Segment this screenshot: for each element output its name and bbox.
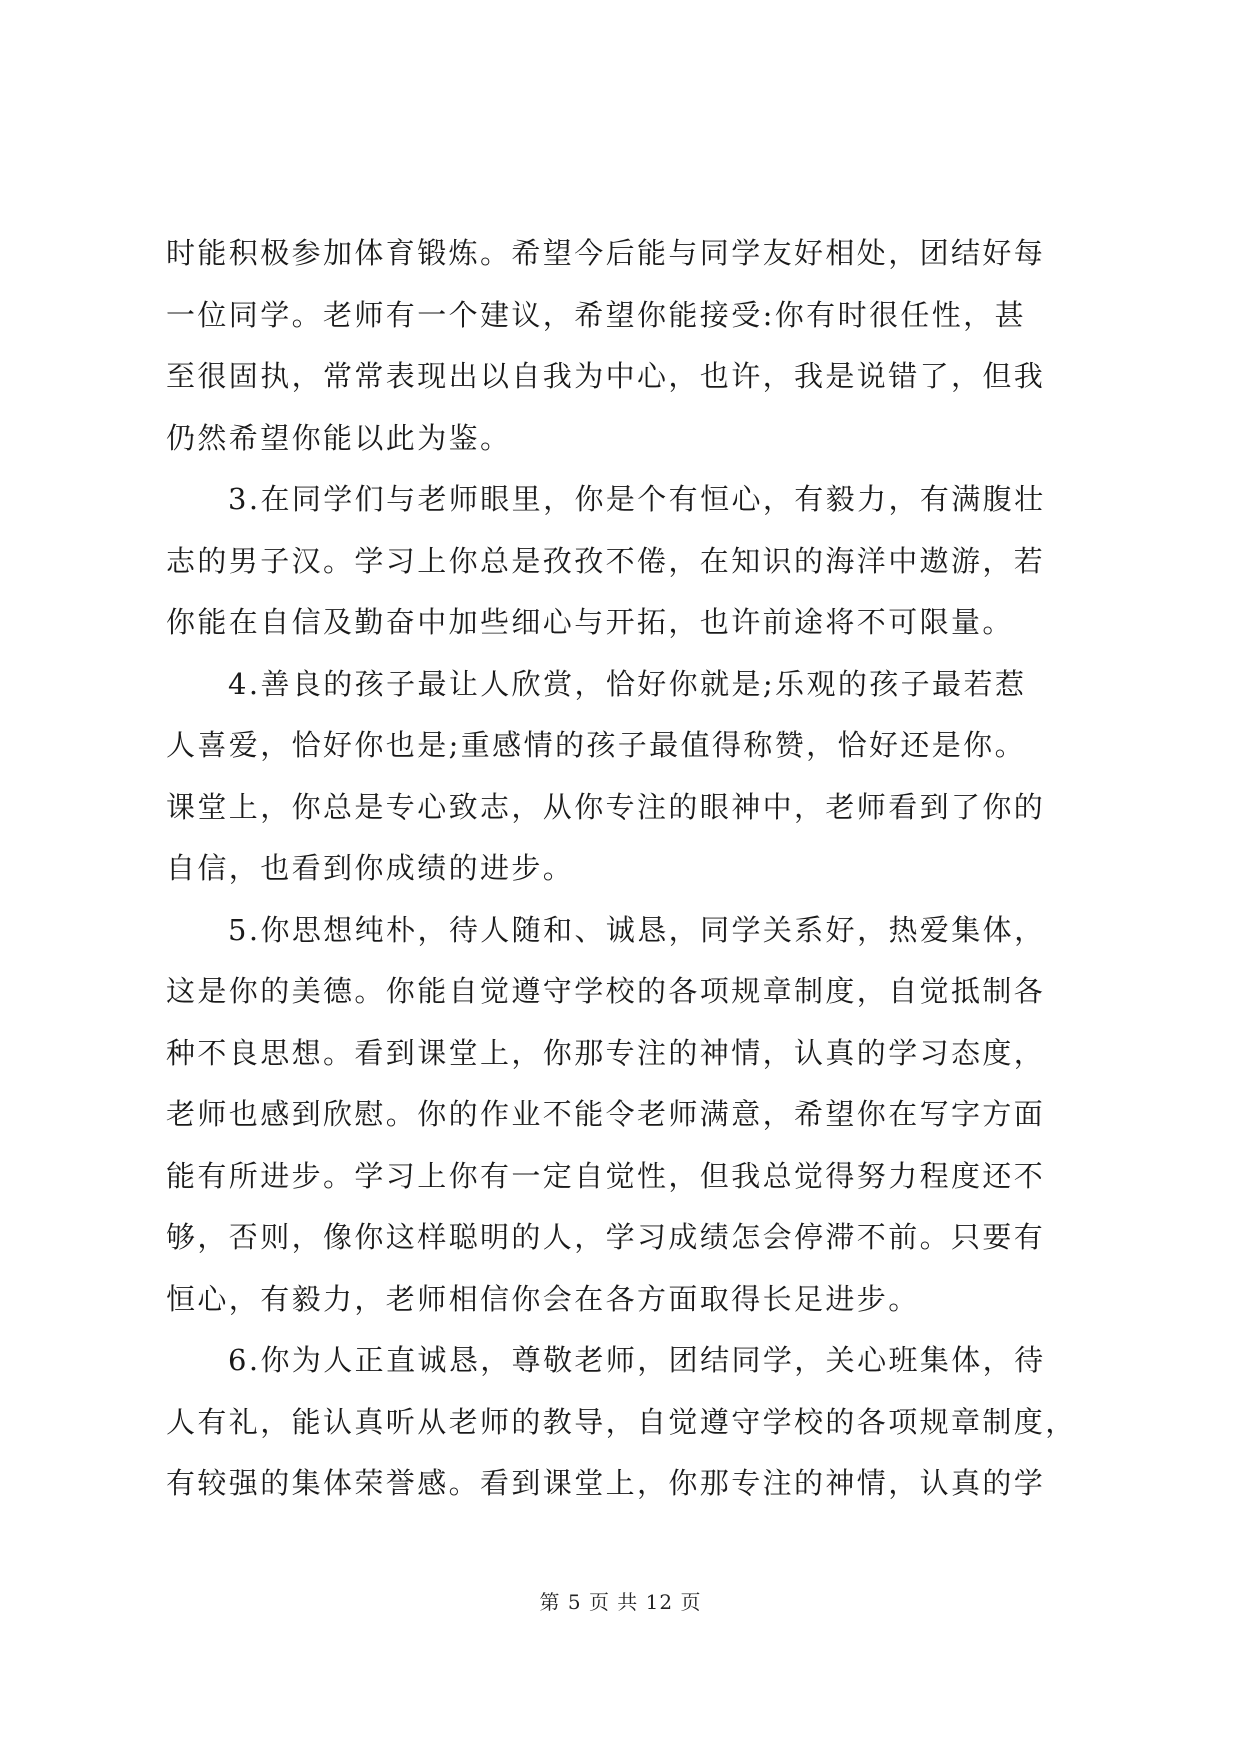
paragraph-start-line: 5.你思想纯朴，待人随和、诚恳，同学关系好，热爱集体， bbox=[228, 912, 1046, 947]
text-line: 够，否则，像你这样聪明的人，学习成绩怎会停滞不前。只要有 bbox=[166, 1220, 1046, 1254]
text-line: 人喜爱，恰好你也是;重感情的孩子最值得称赞，恰好还是你。 bbox=[166, 728, 1026, 762]
text-line: 至很固执，常常表现出以自我为中心，也许，我是说错了，但我 bbox=[166, 359, 1046, 393]
text-line: 仍然希望你能以此为鉴。 bbox=[166, 420, 512, 455]
text-line: 有较强的集体荣誉感。看到课堂上，你那专注的神情，认真的学 bbox=[166, 1466, 1046, 1500]
paragraph-start-line: 4.善良的孩子最让人欣赏，恰好你就是;乐观的孩子最若惹 bbox=[228, 666, 1027, 701]
text-line: 自信，也看到你成绩的进步。 bbox=[166, 851, 575, 885]
text-line: 人有礼，能认真听从老师的教导，自觉遵守学校的各项规章制度， bbox=[166, 1404, 1077, 1439]
text-line: 恒心，有毅力，老师相信你会在各方面取得长足进步。 bbox=[166, 1281, 920, 1316]
text-line: 能有所进步。学习上你有一定自觉性，但我总觉得努力程度还不 bbox=[166, 1158, 1046, 1193]
text-line: 你能在自信及勤奋中加些细心与开拓，也许前途将不可限量。 bbox=[166, 605, 1014, 639]
text-line: 课堂上，你总是专心致志，从你专注的眼神中，老师看到了你的 bbox=[166, 789, 1046, 824]
text-line: 老师也感到欣慰。你的作业不能令老师满意，希望你在写字方面 bbox=[166, 1097, 1046, 1131]
paragraph-start-line: 3.在同学们与老师眼里，你是个有恒心，有毅力，有满腹壮 bbox=[228, 482, 1046, 516]
text-line: 种不良思想。看到课堂上，你那专注的神情，认真的学习态度， bbox=[166, 1035, 1046, 1070]
text-line: 志的男子汉。学习上你总是孜孜不倦，在知识的海洋中遨游，若 bbox=[166, 543, 1046, 578]
body-text bbox=[166, 233, 1082, 1525]
text-line: 这是你的美德。你能自觉遵守学校的各项规章制度，自觉抵制各 bbox=[166, 974, 1046, 1008]
page-number-footer: 第 5 页 共 12 页 bbox=[539, 1590, 702, 1614]
paragraph-start-line: 6.你为人正直诚恳，尊敬老师，团结同学，关心班集体，待 bbox=[228, 1343, 1046, 1377]
text-line: 一位同学。老师有一个建议，希望你能接受:你有时很任性，甚 bbox=[166, 297, 1026, 332]
text-line: 时能积极参加体育锻炼。希望今后能与同学友好相处，团结好每 bbox=[166, 236, 1046, 270]
